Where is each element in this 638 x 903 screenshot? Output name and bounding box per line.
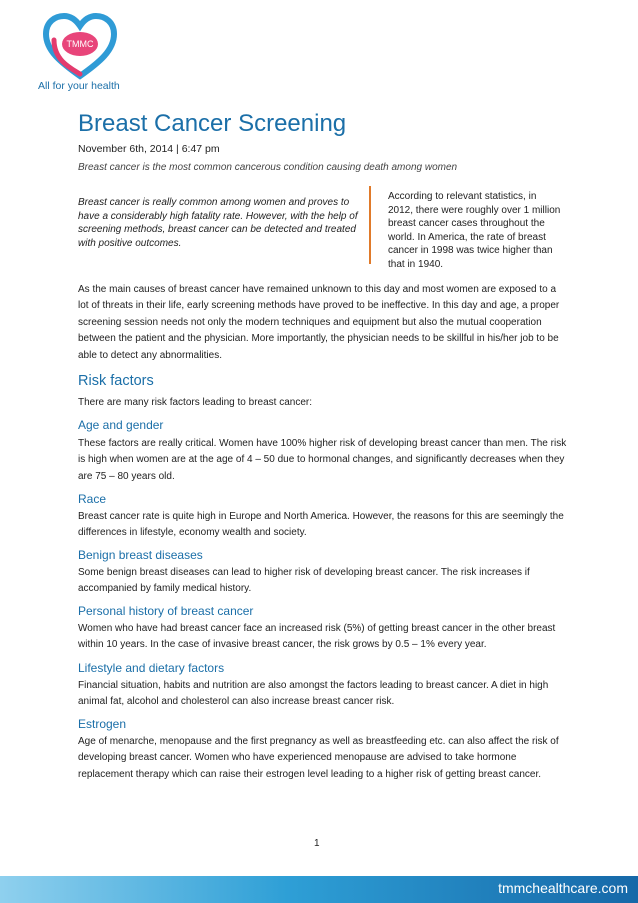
heart-logo-icon — [40, 10, 120, 82]
article-subtitle: Breast cancer is the most common cancerous condition causing death among women — [78, 162, 458, 173]
factor-title: Lifestyle and dietary factors — [78, 661, 225, 675]
factor-title: Personal history of breast cancer — [78, 604, 254, 618]
footer-bar — [0, 876, 638, 903]
factor-text: These factors are really critical. Women have 100% higher risk of developing breast cancer than men. The risk is high when women are at the age of 4 – 50 due to hormonal changes, and significantly decreases when they are 75 – 80 years old. — [78, 438, 567, 482]
quote-divider — [369, 186, 371, 264]
statistics-callout: According to relevant statistics, in 2012, there were roughly over 1 million breast cancer cases throughout the world. In America, the rate of breast cancer in 1998 was twice higher than that in 1940. — [388, 191, 561, 270]
page-title: Breast Cancer Screening — [78, 110, 347, 137]
logo-text: TMMC — [66, 39, 94, 49]
risk-factors-intro: There are many risk factors leading to breast cancer: — [78, 397, 312, 408]
factor-title: Estrogen — [78, 717, 127, 731]
factor-title: Race — [78, 492, 107, 506]
post-date: November 6th, 2014 | 6:47 pm — [78, 143, 220, 155]
intro-paragraph: Breast cancer is really common among women and proves to have a considerably high fatality rate. However, with the help of screening methods, breast cancer can be detected and treated with positive outcomes. — [78, 197, 358, 249]
body-paragraph: As the main causes of breast cancer have remained unknown to this day and most women are exposed to a lot of threats in their life, early screening methods have proved to be ineffective. In this day and age, a proper screening session needs not only the modern techniques and equipment but also the mutual cooperation between the patient and the physician. More importantly, the physician needs to be skillful in his/her job to be able to detect any abnormalities. — [78, 284, 560, 361]
factor-text: Age of menarche, menopause and the first pregnancy as well as breastfeeding etc. can also affect the risk of developing breast cancer. Women who have experienced menopause are advised to take hormone replacement therapy which can raise their estrogen level leading to a higher risk of getting breast cancer. — [78, 736, 559, 780]
footer-url[interactable]: tmmchealthcare.com — [498, 880, 628, 896]
risk-factors-heading: Risk factors — [78, 373, 154, 389]
tagline: All for your health — [38, 80, 120, 92]
factor-title: Age and gender — [78, 418, 164, 432]
page-number: 1 — [314, 838, 320, 849]
factor-text: Women who have had breast cancer face an increased risk (5%) of getting breast cancer in the other breast within 10 years. In the case of invasive breast cancer, the risk grows by 0.5 – 1% every year. — [78, 623, 556, 651]
factor-text: Financial situation, habits and nutrition are also amongst the factors leading to breast cancer. A diet in high animal fat, alcohol and cholesterol can also increase breast cancer risk. — [78, 680, 549, 708]
factor-title: Benign breast diseases — [78, 548, 203, 562]
factor-text: Some benign breast diseases can lead to higher risk of developing breast cancer. The risk increases if accompanied by family medical history. — [78, 567, 530, 595]
factor-text: Breast cancer rate is quite high in Europe and North America. However, the reasons for this are seemingly the differences in lifestyle, economy wealth and society. — [78, 511, 564, 539]
